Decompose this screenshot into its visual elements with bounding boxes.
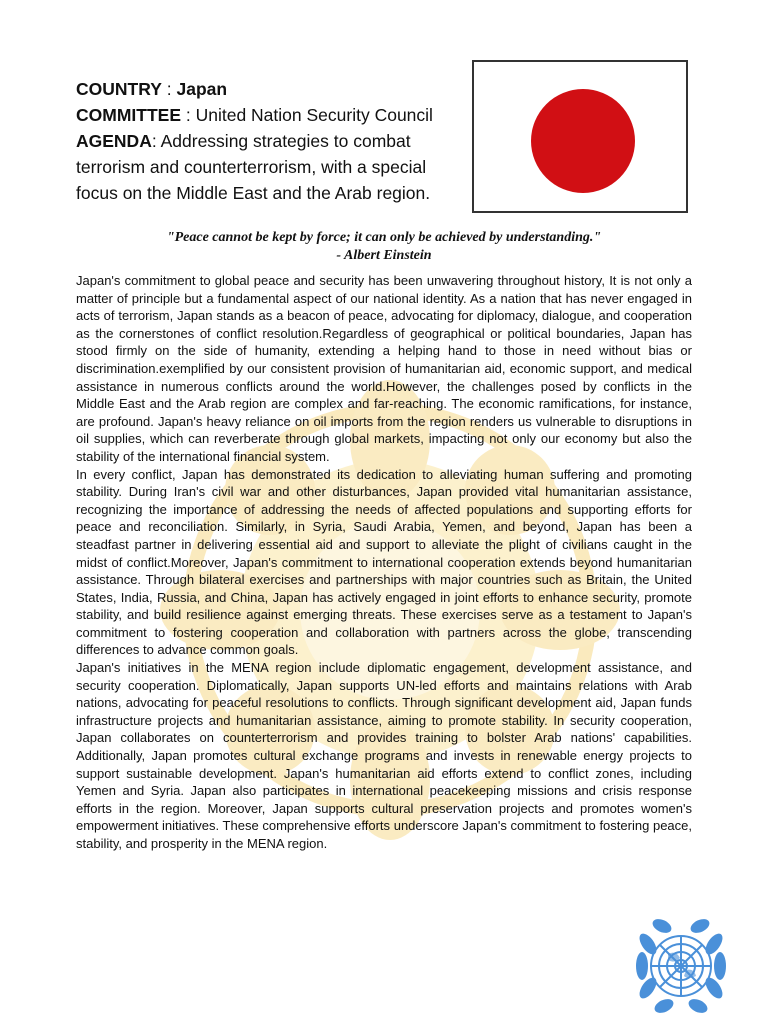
country-label: COUNTRY bbox=[76, 79, 162, 99]
flag-disc bbox=[531, 89, 635, 193]
body-text bbox=[76, 272, 692, 853]
agenda-line: AGENDA: Addressing strategies to combat terrorism and counterterrorism, with a special focus on the Middle East and the Arab region. bbox=[76, 131, 431, 203]
committee-line: COMMITTEE : United Nation Security Council bbox=[76, 105, 433, 125]
country-line: COUNTRY : Japan bbox=[76, 79, 228, 99]
committee-value: United Nation Security Council bbox=[195, 105, 433, 125]
paragraph: Japan's initiatives in the MENA region include diplomatic engagement, development assistance, and security cooperation. Diplomatically, Japan supports UN-led efforts and maintains relations with Arab nations, advocating for peaceful resolutions to conflicts. Through significant development aid, Japan funds infrastructure projects and humanitarian assistance, aiming to promote stability. In security cooperation, Japan collaborates on counterterrorism and provides training to bolster Arab nations' capabilities. Additionally, Japan promotes cultural exchange programs and invests in renewable energy projects to support sustainable development. Japan's humanitarian aid efforts extend to conflict zones, including Yemen and Syria. Japan also participates in international peacekeeping missions and crisis response efforts in the region. Moreover, Japan supports cultural preservation projects and promotes women's empowerment initiatives. These comprehensive efforts underscore Japan's commitment to fostering peace, stability, and prosperity in the MENA region. bbox=[76, 660, 692, 851]
agenda-value: Addressing strategies to combat terrorism and counterterrorism, with a special focus on the Middle East and the Arab region. bbox=[76, 131, 431, 203]
paragraph: In every conflict, Japan has demonstrated its dedication to alleviating human suffering and promoting stability. During Iran's civil war and other disturbances, Japan provided vital humanitarian assistance, recognizing the importance of addressing the needs of affected populations and supporting efforts for peace and reconciliation. Similarly, in Syria, Saudi Arabia, Yemen, and beyond, Japan has been a steadfast partner in delivering essential aid and support to alleviate the plight of civilians caught in the midst of conflict.Moreover, Japan's commitment to international cooperation extends beyond humanitarian assistance. Through bilateral exercises and partnerships with major countries such as Britain, the United States, India, Russia, and China, Japan has actively engaged in joint efforts to enhance security, promote stability, and build resilience against emerging threats. These exercises serve as a testament to Japan's commitment to fostering cooperation and collaboration with partners across the globe, transcending differences to advance common goals. bbox=[76, 466, 692, 658]
agenda-label: AGENDA bbox=[76, 131, 152, 151]
paragraph: Japan's commitment to global peace and security has been unwavering throughout history, It is not only a matter of principle but a fundamental aspect of our national identity. As a nation that has never engaged in acts of terrorism, Japan stands as a beacon of peace, advocating for diplomacy, dialogue, and cooperation as the cornerstones of conflict resolution.Regardless of geographical or political boundaries, Japan has stood firmly on the side of humanity, extending a helping hand to those in need without bias or discrimination.exemplified by our consistent provision of humanitarian aid, economic support, and medical assistance in numerous conflicts around the world.However, the challenges posed by conflicts in the Middle East and the Arab region are complex and far-reaching. The economic ramifications, for instance, are profound. Japan's heavy reliance on oil imports from the region renders us vulnerable to disruptions in oil supplies, which can reverberate through global markets, impacting not only our economy but also the stability of the international financial system. bbox=[76, 273, 692, 464]
quote-block bbox=[76, 229, 692, 265]
committee-label: COMMITTEE bbox=[76, 105, 181, 125]
country-value: Japan bbox=[176, 79, 228, 99]
quote-text: "Peace cannot be kept by force; it can only be achieved by understanding." bbox=[166, 230, 602, 245]
japan-flag-icon bbox=[472, 60, 688, 213]
header-block bbox=[76, 76, 456, 206]
quote-author: - Albert Einstein bbox=[336, 248, 432, 263]
un-emblem-icon bbox=[628, 914, 734, 1014]
